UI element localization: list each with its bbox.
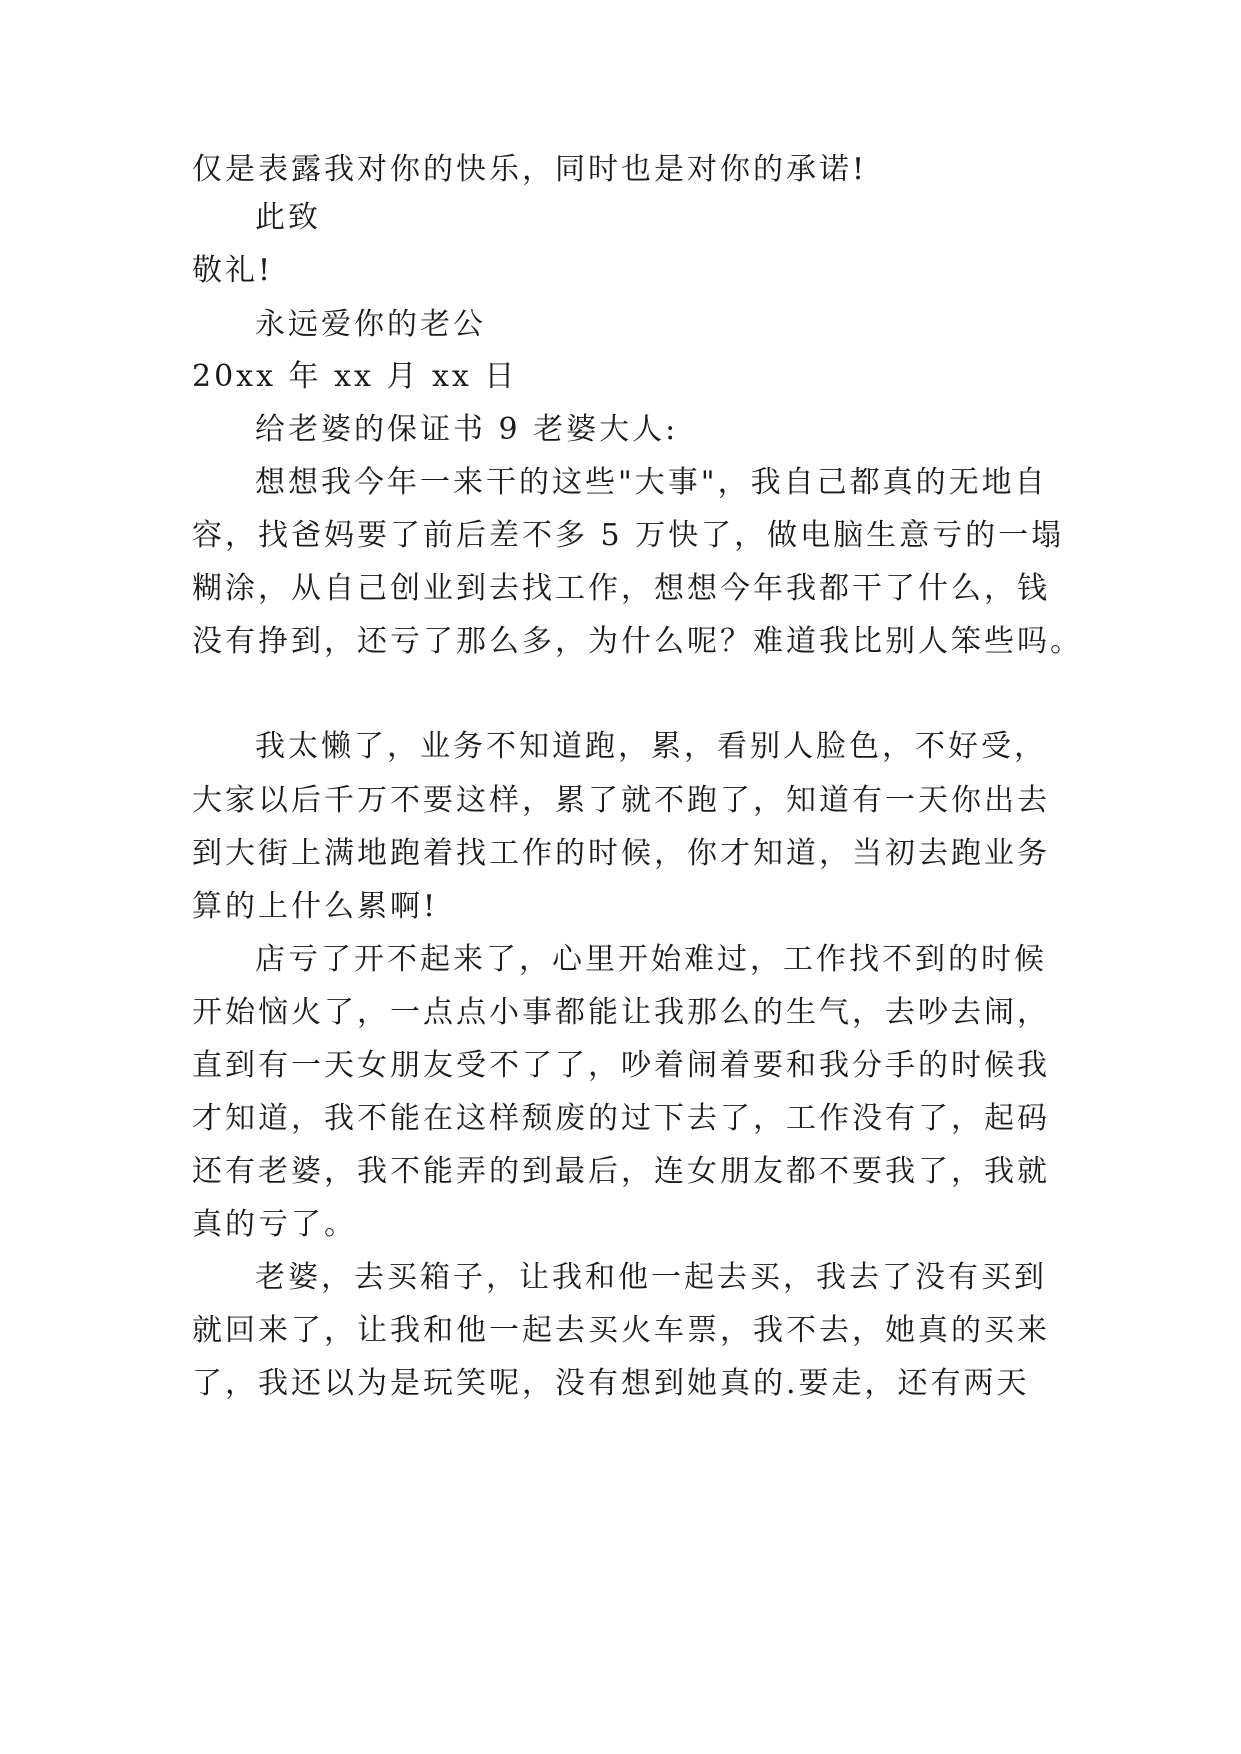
text-line: 才知道，我不能在这样颓废的过下去了，工作没有了，起码	[192, 1101, 1050, 1136]
text-line: 直到有一天女朋友受不了了，吵着闹着要和我分手的时候我	[192, 1048, 1050, 1083]
text-line: 还有老婆，我不能弄的到最后，连女朋友都不要我了，我就	[192, 1154, 1050, 1189]
text-line: 给老婆的保证书 9 老婆大人:	[255, 412, 679, 447]
text-line: 敬礼!	[192, 253, 274, 288]
text-line: 了，我还以为是玩笑呢，没有想到她真的.要走，还有两天	[192, 1366, 1030, 1401]
text-line: 此致	[255, 200, 321, 235]
text-line: 店亏了开不起来了，心里开始难过，工作找不到的时候	[255, 942, 1047, 977]
text-line: 就回来了，让我和他一起去买火车票，我不去，她真的买来	[192, 1313, 1050, 1348]
text-line: 没有挣到，还亏了那么多，为什么呢？难道我比别人笨些吗。	[192, 624, 1083, 659]
text-line: 开始恼火了，一点点小事都能让我那么的生气，去吵去闹，	[192, 995, 1050, 1030]
text-line: 永远爱你的老公	[255, 307, 486, 342]
text-line: 容，找爸妈要了前后差不多 5 万快了，做电脑生意亏的一塌	[192, 518, 1065, 553]
text-line: 算的上什么累啊!	[192, 889, 439, 924]
text-line: 老婆，去买箱子，让我和他一起去买，我去了没有买到	[255, 1260, 1047, 1295]
text-line: 20xx 年 xx 月 xx 日	[192, 359, 518, 394]
text-line: 我太懒了，业务不知道跑，累，看别人脸色，不好受，	[255, 729, 1047, 764]
text-line: 糊涂，从自己创业到去找工作，想想今年我都干了什么，钱	[192, 571, 1050, 606]
text-line: 想想我今年一来干的这些"大事"，我自己都真的无地自	[255, 465, 1048, 500]
text-line: 仅是表露我对你的快乐，同时也是对你的承诺!	[192, 152, 868, 187]
text-line: 大家以后千万不要这样，累了就不跑了，知道有一天你出去	[192, 783, 1050, 818]
text-line: 真的亏了。	[192, 1207, 357, 1242]
text-line: 到大街上满地跑着找工作的时候，你才知道，当初去跑业务	[192, 836, 1050, 871]
